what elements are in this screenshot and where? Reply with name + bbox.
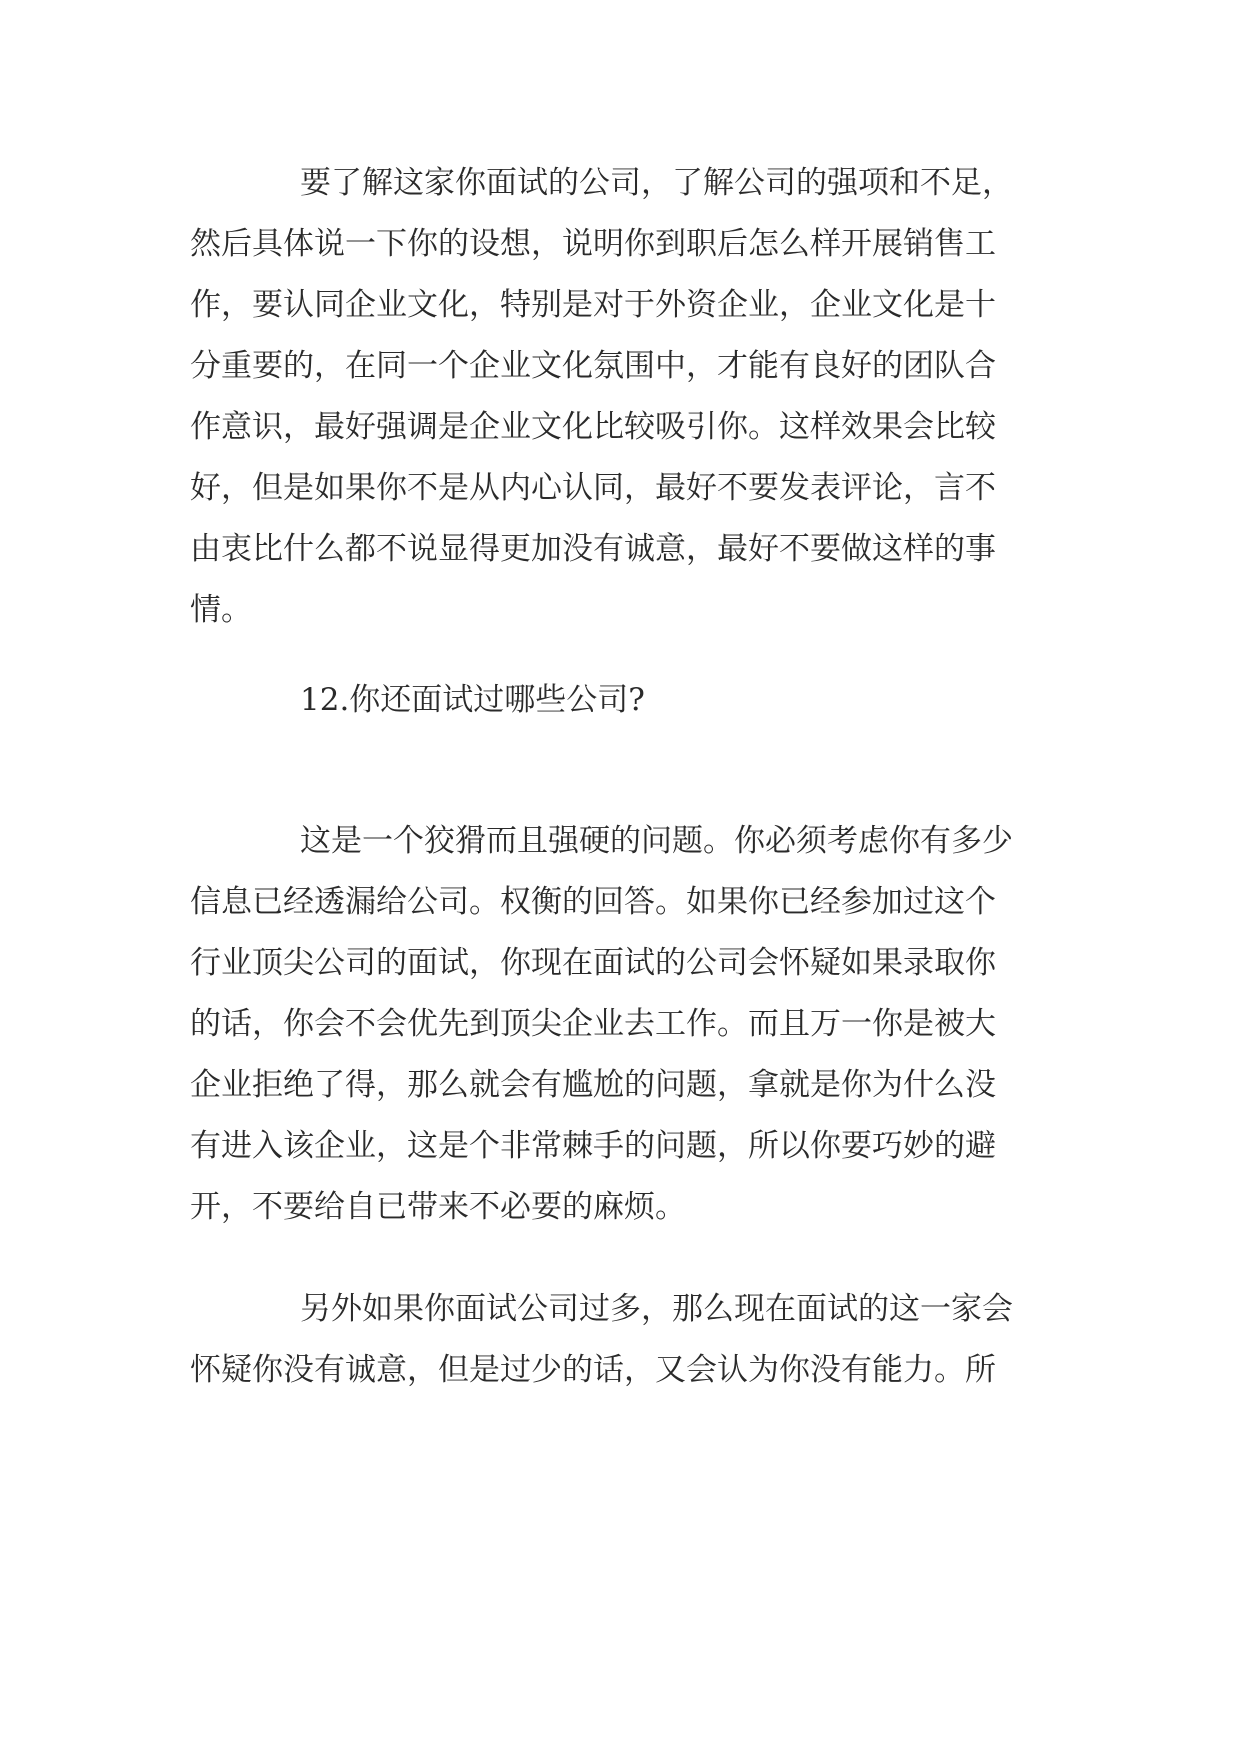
text-line: 怀疑你没有诚意，但是过少的话，又会认为你没有能力。所: [190, 1352, 996, 1388]
text-line: 情。: [190, 592, 252, 628]
text-line: 这是一个狡猾而且强硬的问题。你必须考虑你有多少: [300, 823, 1013, 859]
paragraph-too-many-interviews: [190, 1279, 1060, 1401]
text-line: 开，不要给自已带来不必要的麻烦。: [190, 1189, 686, 1225]
text-line: 要了解这家你面试的公司，了解公司的强项和不足，: [300, 165, 1013, 201]
question-heading: [190, 670, 1060, 731]
paragraph-company-research: [190, 153, 1060, 641]
text-line: 的话，你会不会优先到顶尖企业去工作。而且万一你是被大: [190, 1006, 996, 1042]
heading-text: 12.你还面试过哪些公司?: [300, 682, 645, 718]
text-line: 然后具体说一下你的设想，说明你到职后怎么样开展销售工: [190, 226, 996, 262]
text-line: 另外如果你面试公司过多，那么现在面试的这一家会: [300, 1291, 1013, 1327]
text-line: 信息已经透漏给公司。权衡的回答。如果你已经参加过这个: [190, 884, 996, 920]
text-line: 行业顶尖公司的面试，你现在面试的公司会怀疑如果录取你: [190, 945, 996, 981]
text-line: 作，要认同企业文化，特别是对于外资企业，企业文化是十: [190, 287, 996, 323]
text-line: 作意识，最好强调是企业文化比较吸引你。这样效果会比较: [190, 409, 996, 445]
text-line: 由衷比什么都不说显得更加没有诚意，最好不要做这样的事: [190, 531, 996, 567]
text-line: 企业拒绝了得，那么就会有尴尬的问题，拿就是你为什么没: [190, 1067, 996, 1103]
text-line: 有进入该企业，这是个非常棘手的问题，所以你要巧妙的避: [190, 1128, 996, 1164]
text-line: 分重要的，在同一个企业文化氛围中，才能有良好的团队合: [190, 348, 996, 384]
text-line: 好，但是如果你不是从内心认同，最好不要发表评论，言不: [190, 470, 996, 506]
paragraph-tricky-question: [190, 811, 1060, 1238]
